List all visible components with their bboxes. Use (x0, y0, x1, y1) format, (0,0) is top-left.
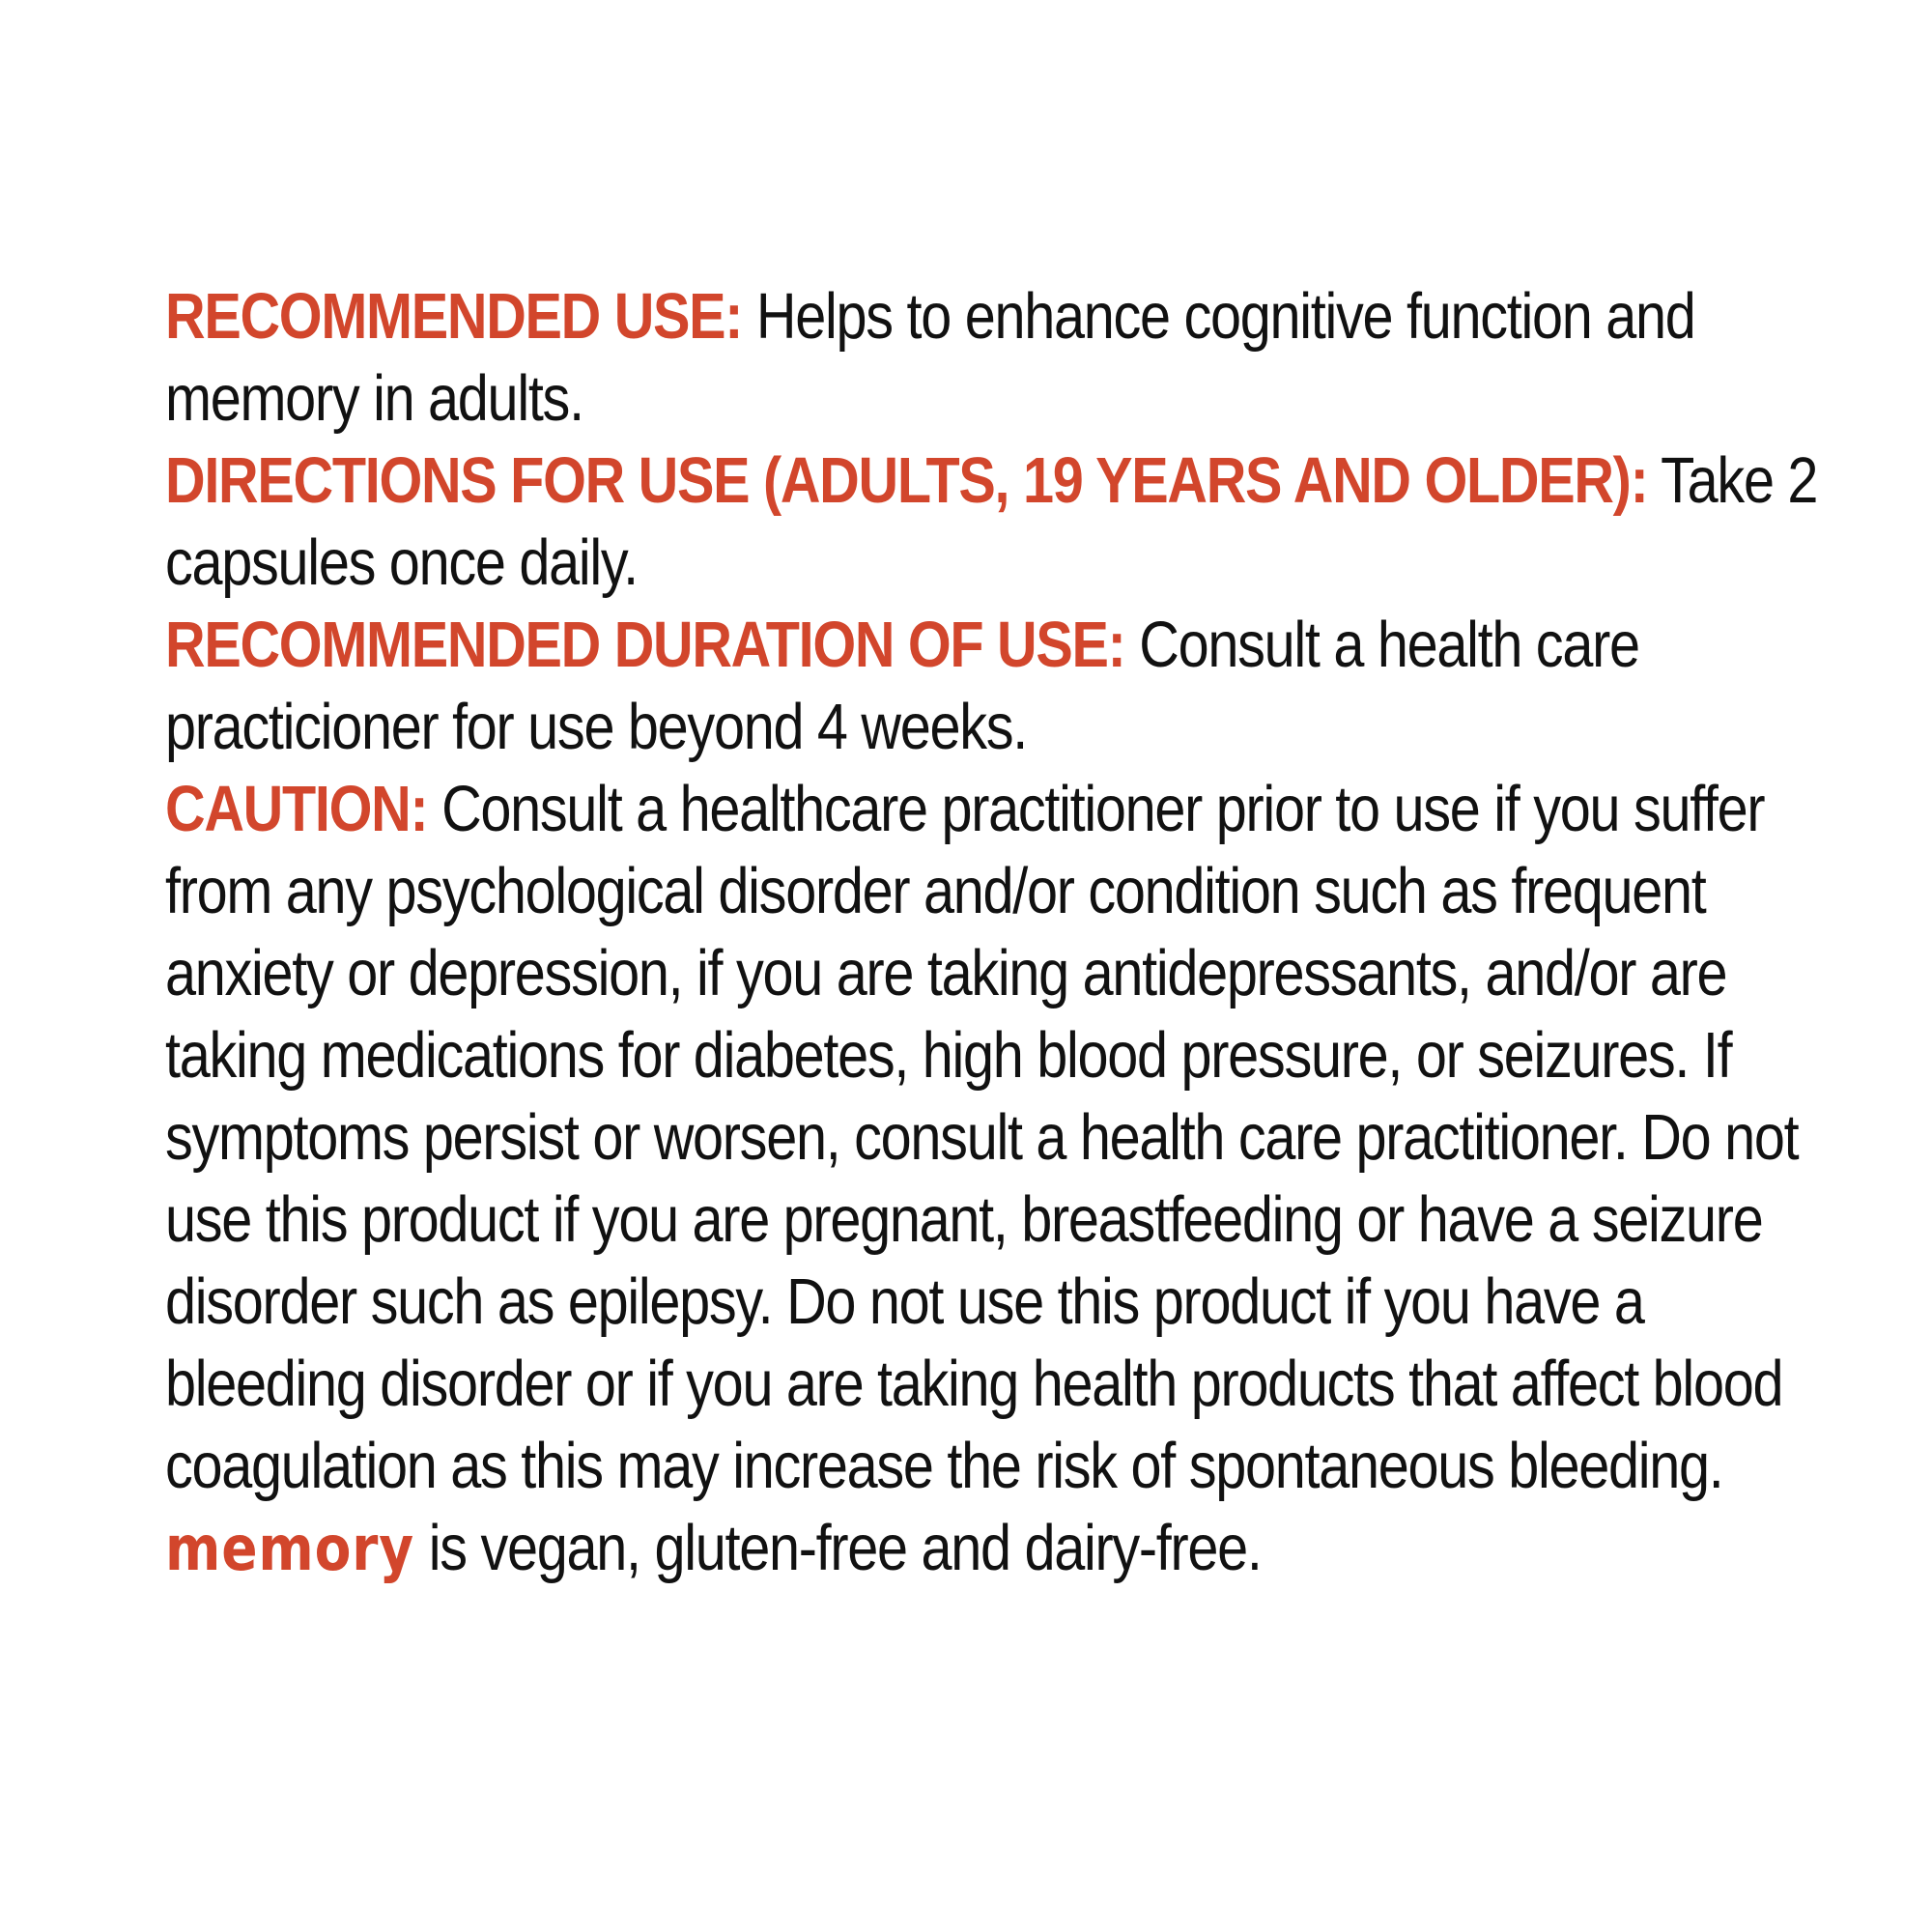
directions-heading: DIRECTIONS FOR USE (ADULTS, 19 YEARS AND OLDER): (165, 444, 1648, 517)
duration-paragraph (165, 604, 1835, 768)
brand-name: memory (165, 1514, 415, 1585)
recommended-use-text: Helps to enhance cognitive function and memory in adults. (165, 280, 1695, 435)
caution-heading: CAUTION: (165, 773, 428, 845)
caution-text: Consult a healthcare practitioner prior to use if you suffer from any psychological disorder and/or condition such as frequent anxiety or depression, if you are taking antidepressants, and/or are taking medications for diabetes, high blood pressure, or seizures. If symptoms persist or worsen, consult a health care practitioner. Do not use this product if you are pregnant, breastfeeding or have a seizure disorder such as epilepsy. Do not use this product if you have a bleeding disorder or if you are taking health products that affect blood coagulation as this may increase the risk of spontaneous bleeding. (165, 773, 1799, 1502)
footer-paragraph (165, 1507, 1835, 1591)
product-label-text (165, 275, 1835, 1591)
duration-heading: RECOMMENDED DURATION OF USE: (165, 609, 1125, 681)
recommended-use-paragraph (165, 275, 1835, 440)
recommended-use-heading: RECOMMENDED USE: (165, 280, 743, 353)
caution-paragraph (165, 768, 1835, 1507)
directions-text: Take 2 capsules once daily. (165, 444, 1818, 599)
directions-paragraph (165, 440, 1835, 604)
duration-text: Consult a health care practicioner for use beyond 4 weeks. (165, 609, 1639, 763)
footer-text: is vegan, gluten-free and dairy-free. (428, 1512, 1262, 1584)
